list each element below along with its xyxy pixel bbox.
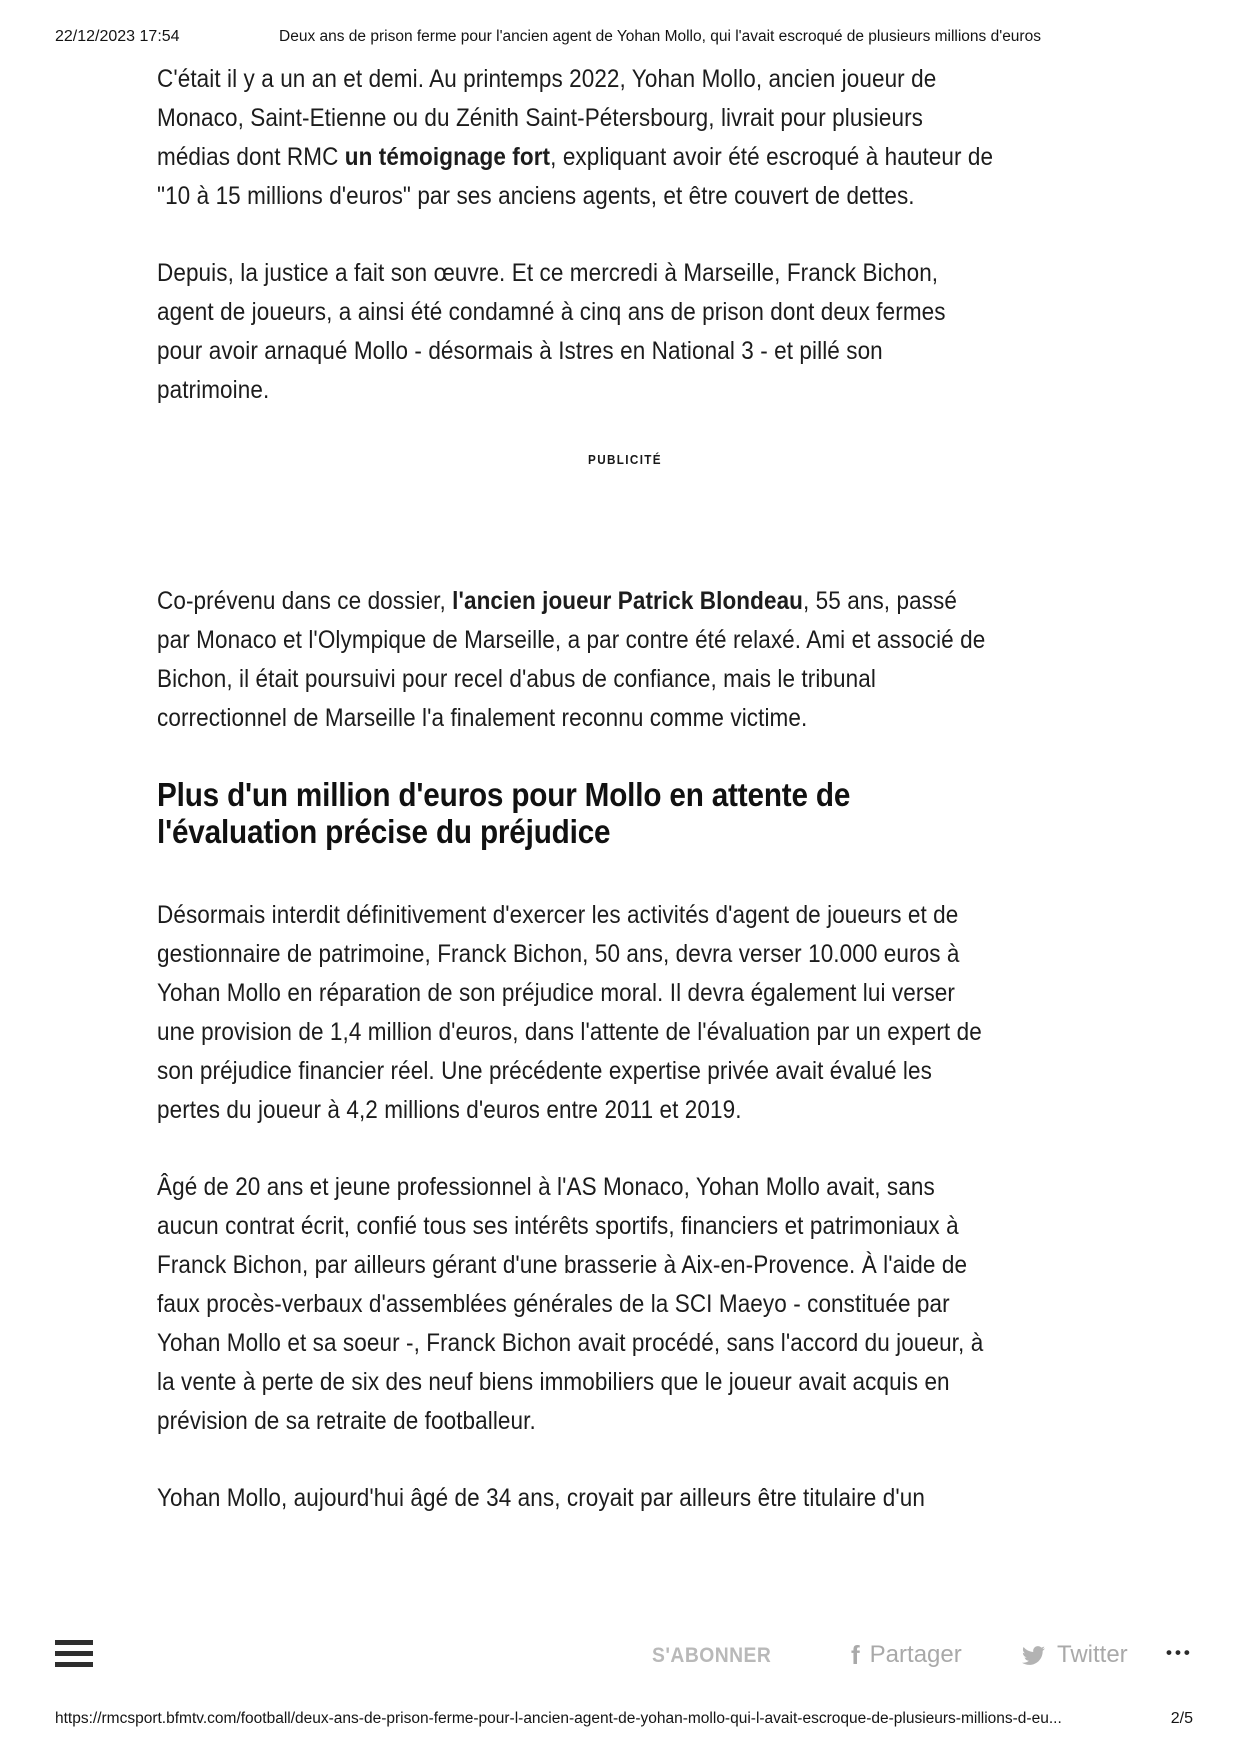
article-paragraph: Co-prévenu dans ce dossier, l'ancien joueur Patrick Blondeau, 55 ans, passé par Monaco et l'Olympique de Marseille, a par contre été relaxé. Ami et associé de Bichon, il était poursuivi pour recel d'abus de confiance, mais le tribunal correctionnel de Marseille l'a finalement reconnu comme victime.: [157, 587, 986, 732]
print-header-title: Deux ans de prison ferme pour l'ancien agent de Yohan Mollo, qui l'avait escroqué de plusieurs millions d'euros: [279, 28, 1041, 45]
article-intro-section: [157, 60, 994, 410]
facebook-icon: f: [851, 1640, 860, 1670]
section-heading: Plus d'un million d'euros pour Mollo en attente de l'évaluation précise du préjudice: [157, 776, 851, 850]
print-datetime: 22/12/2023 17:54: [55, 28, 180, 45]
article-paragraph: C'était il y a un an et demi. Au printemps 2022, Yohan Mollo, ancien joueur de Monaco, Saint-Etienne ou du Zénith Saint-Pétersbourg, livrait pour plusieurs médias dont RMC un témoignage fort, expliquant avoir été escroqué à hauteur de "10 à 15 millions d'euros" par ses anciens agents, et être couvert de dettes.: [157, 65, 994, 210]
twitter-bird-icon: [1020, 1644, 1047, 1667]
facebook-share-button[interactable]: [851, 1641, 962, 1669]
print-page-indicator: 2/5: [1170, 1710, 1193, 1727]
ad-label: PUBLICITÉ: [588, 452, 662, 467]
more-options-icon[interactable]: •••: [1166, 1643, 1193, 1662]
article-paragraph: Désormais interdit définitivement d'exercer les activités d'agent de joueurs et de gestionnaire de patrimoine, Franck Bichon, 50 ans, devra verser 10.000 euros à Yohan Mollo en réparation de son préjudice moral. Il devra également lui verser une provision de 1,4 million d'euros, dans l'attente de l'évaluation par un expert de son préjudice financier réel. Une précédente expertise privée avait évalué les pertes du joueur à 4,2 millions d'euros entre 2011 et 2019.: [157, 901, 982, 1124]
article-paragraph: Yohan Mollo, aujourd'hui âgé de 34 ans, croyait par ailleurs être titulaire d'un: [157, 1484, 925, 1512]
article-paragraph: Âgé de 20 ans et jeune professionnel à l'AS Monaco, Yohan Mollo avait, sans aucun contrat écrit, confié tous ses intérêts sportifs, financiers et patrimoniaux à Franck Bichon, par ailleurs gérant d'une brasserie à Aix-en-Provence. À l'aide de faux procès-verbaux d'assemblées générales de la SCI Maeyo - constituée par Yohan Mollo et sa soeur -, Franck Bichon avait procédé, sans l'accord du joueur, à la vente à perte de six des neuf biens immobiliers que le joueur avait acquis en prévision de sa retraite de footballeur.: [157, 1173, 984, 1435]
article-main-section: [157, 896, 994, 1518]
article-mid-section: [157, 582, 994, 738]
hamburger-icon: [55, 1640, 93, 1645]
article-body: [157, 60, 994, 1556]
menu-button[interactable]: [55, 1640, 93, 1673]
twitter-label: Twitter: [1057, 1641, 1128, 1668]
subscribe-button[interactable]: S'ABONNER: [652, 1644, 772, 1667]
share-label: Partager: [869, 1641, 962, 1668]
article-paragraph: Depuis, la justice a fait son œuvre. Et ce mercredi à Marseille, Franck Bichon, agent de joueurs, a ainsi été condamné à cinq ans de prison dont deux fermes pour avoir arnaqué Mollo - désormais à Istres en National 3 - et pillé son patrimoine.: [157, 259, 946, 404]
twitter-share-button[interactable]: [1020, 1641, 1128, 1669]
print-footer-url: https://rmcsport.bfmtv.com/football/deux-ans-de-prison-ferme-pour-l-ancien-agent-de-yohan-mollo-qui-l-avait-escroque-de-plusieurs-millions-d-eu...: [55, 1710, 1062, 1727]
